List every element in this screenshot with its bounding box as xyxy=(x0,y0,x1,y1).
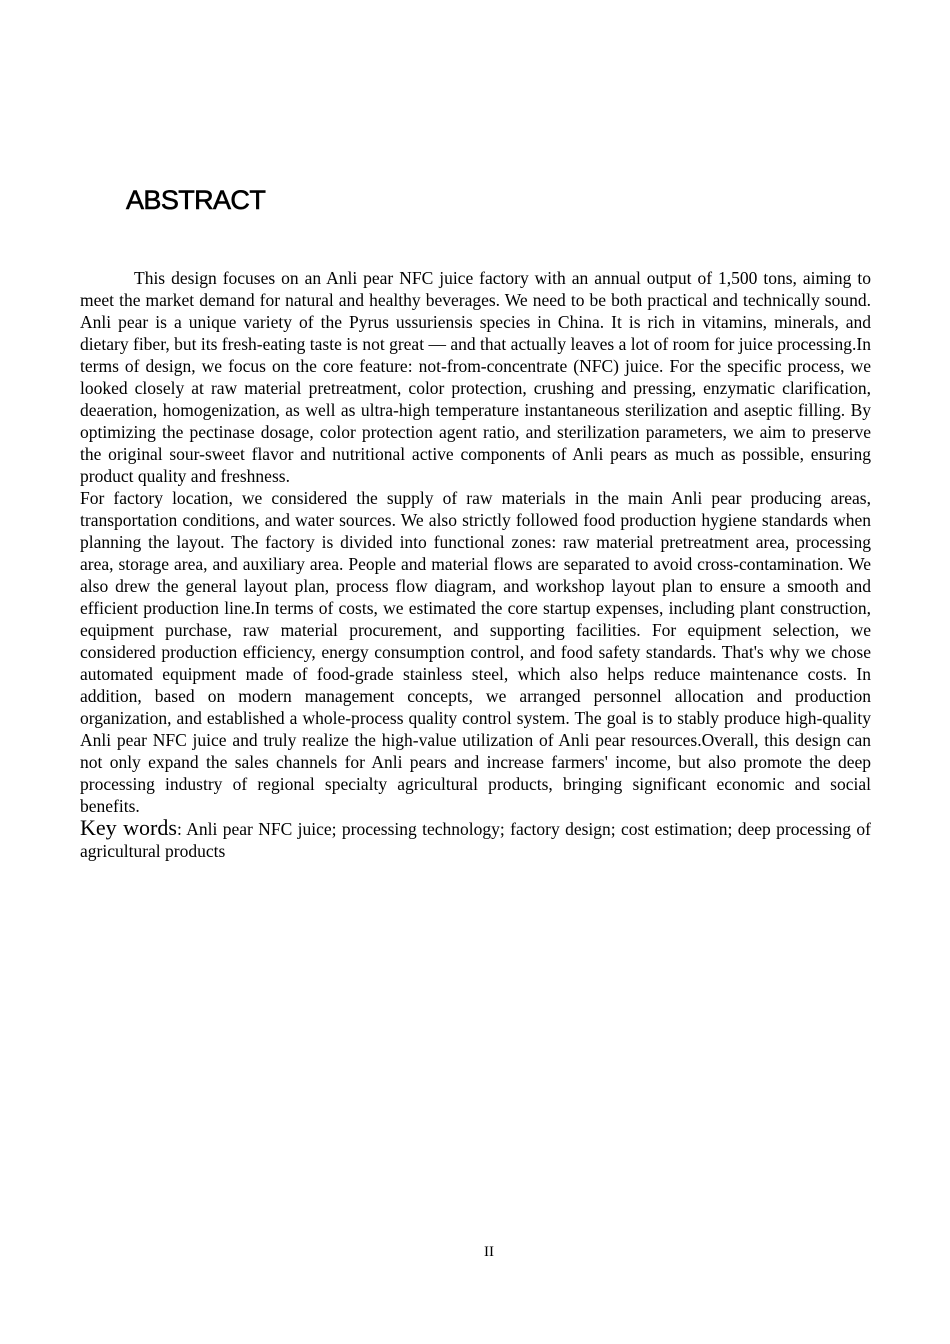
keywords-text: Anli pear NFC juice; processing technology; factory design; cost estimation; deep processing of agricultural products xyxy=(80,819,871,861)
keywords-separator: : xyxy=(176,819,182,839)
keywords-line xyxy=(80,817,871,862)
abstract-heading: ABSTRACT xyxy=(126,185,266,215)
page-number: II xyxy=(484,1244,494,1260)
abstract-paragraph-2: For factory location, we considered the supply of raw materials in the main Anli pear producing areas, transportation conditions, and water sources. We also strictly followed food production hygiene standards when planning the layout. The factory is divided into functional zones: raw material pretreatment area, processing area, storage area, and auxiliary area. People and material flows are separated to avoid cross-contamination. We also drew the general layout plan, process flow diagram, and workshop layout plan to ensure a smooth and efficient production line.In terms of costs, we estimated the core startup expenses, including plant construction, equipment purchase, raw material procurement, and supporting facilities. For equipment selection, we considered production efficiency, energy consumption control, and food safety standards. That's why we chose automated equipment made of food-grade stainless steel, which also helps reduce maintenance costs. In addition, based on modern management concepts, we arranged personnel allocation and production organization, and established a whole-process quality control system. The goal is to stably produce high-quality Anli pear NFC juice and truly realize the high-value utilization of Anli pear resources.Overall, this design can not only expand the sales channels for Anli pears and increase farmers' income, but also promote the deep processing industry of regional specialty agricultural products, bringing significant economic and social benefits. xyxy=(80,488,871,816)
abstract-body xyxy=(80,267,871,862)
keywords-label: Key words xyxy=(80,815,177,840)
abstract-paragraph-1: This design focuses on an Anli pear NFC juice factory with an annual output of 1,500 tons, aiming to meet the market demand for natural and healthy beverages. We need to be both practical and technically sound. Anli pear is a unique variety of the Pyrus ussuriensis species in China. It is rich in vitamins, minerals, and dietary fiber, but its fresh-eating taste is not great — and that actually leaves a lot of room for juice processing.In terms of design, we focus on the core feature: not-from-concentrate (NFC) juice. For the specific process, we looked closely at raw material pretreatment, color protection, crushing and pressing, enzymatic clarification, deaeration, homogenization, as well as ultra-high temperature instantaneous sterilization and aseptic filling. By optimizing the pectinase dosage, color protection agent ratio, and sterilization parameters, we aim to preserve the original sour-sweet flavor and nutritional active components of Anli pears as much as possible, ensuring product quality and freshness. xyxy=(80,268,871,486)
